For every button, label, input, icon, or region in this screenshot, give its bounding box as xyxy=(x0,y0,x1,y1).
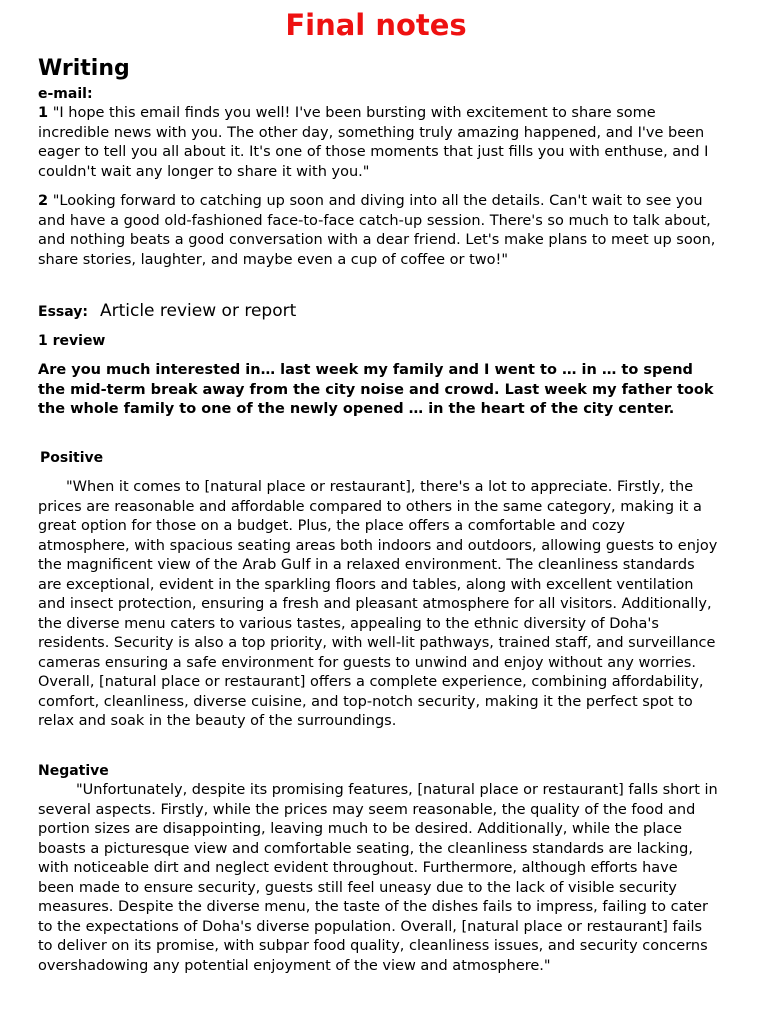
section-heading-writing: Writing xyxy=(38,56,130,81)
negative-label: Negative xyxy=(38,763,109,779)
email-item-text: "Looking forward to catching up soon and diving into all the details. Can't wait to see you and have a good old-fashioned face-to-face catch-up session. There's so much to talk about, and nothing beats a good conversation with a dear friend. Let's make plans to meet up soon, share stories, laughter, and maybe even a cup of coffee or two!" xyxy=(38,193,716,268)
essay-type: Article review or report xyxy=(99,301,297,321)
essay-label: Essay: xyxy=(38,304,88,320)
negative-paragraph xyxy=(38,781,718,976)
review-label: 1 review xyxy=(38,333,106,349)
page-title: Final notes xyxy=(285,8,467,42)
negative-text: "Unfortunately, despite its promising features, [natural place or restaurant] falls short in several aspects. Firstly, while the prices may seem reasonable, the quality of the food and portion sizes are disappointing, leaving much to be desired. Additionally, while the place boasts a picturesque view and comfortable seating, the cleanliness standards are lacking, with noticeable dirt and neglect evident throughout. Furthermore, although efforts have been made to ensure security, guests still feel uneasy due to the lack of visible security measures. Despite the diverse menu, the taste of the dishes fails to impress, failing to cater to the expectations of Doha's diverse population. Overall, [natural place or restaurant] fails to deliver on its promise, with subpar food quality, cleanliness issues, and security concerns overshadowing any potential enjoyment of the view and atmosphere." xyxy=(38,782,718,974)
review-intro: Are you much interested in… last week my family and I went to … in … to spend the mid-term break away from the city noise and crowd. Last week my father took the whole family to one of the newly opened … in the heart of the city center. xyxy=(38,362,714,417)
email-item-number: 2 xyxy=(38,193,49,209)
email-item-text: "I hope this email finds you well! I've been bursting with excitement to share some incredible news with you. The other day, something truly amazing happened, and I've been eager to tell you all about it. It's one of those moments that just fills you with enthuse, and I couldn't wait any longer to share it with you." xyxy=(38,105,709,180)
positive-label: Positive xyxy=(40,450,104,466)
email-paragraph-2 xyxy=(38,192,718,270)
email-paragraph-1 xyxy=(38,104,718,182)
essay-line xyxy=(38,299,296,324)
email-label: e-mail: xyxy=(38,86,93,102)
positive-text: "When it comes to [natural place or restaurant], there's a lot to appreciate. Firstly, the prices are reasonable and affordable compared to others in the same category, making it a great option for those on a budget. Plus, the place offers a comfortable and cozy atmosphere, with spacious seating areas both indoors and outdoors, allowing guests to enjoy the magnificent view of the Arab Gulf in a relaxed environment. The cleanliness standards are exceptional, evident in the sparkling floors and tables, along with excellent ventilation and insect protection, ensuring a fresh and pleasant atmosphere for all visitors. Additionally, the diverse menu caters to various tastes, appealing to the ethnic diversity of Doha's residents. Security is also a top priority, with well-lit pathways, trained staff, and surveillance cameras ensuring a safe environment for guests to unwind and enjoy without any worries. Overall, [natural place or restaurant] offers a complete experience, combining affordability, comfort, cleanliness, diverse cuisine, and top-notch security, making it the perfect spot to relax and soak in the beauty of the surroundings. xyxy=(38,479,718,729)
email-item-number: 1 xyxy=(38,105,49,121)
positive-paragraph xyxy=(38,478,718,732)
